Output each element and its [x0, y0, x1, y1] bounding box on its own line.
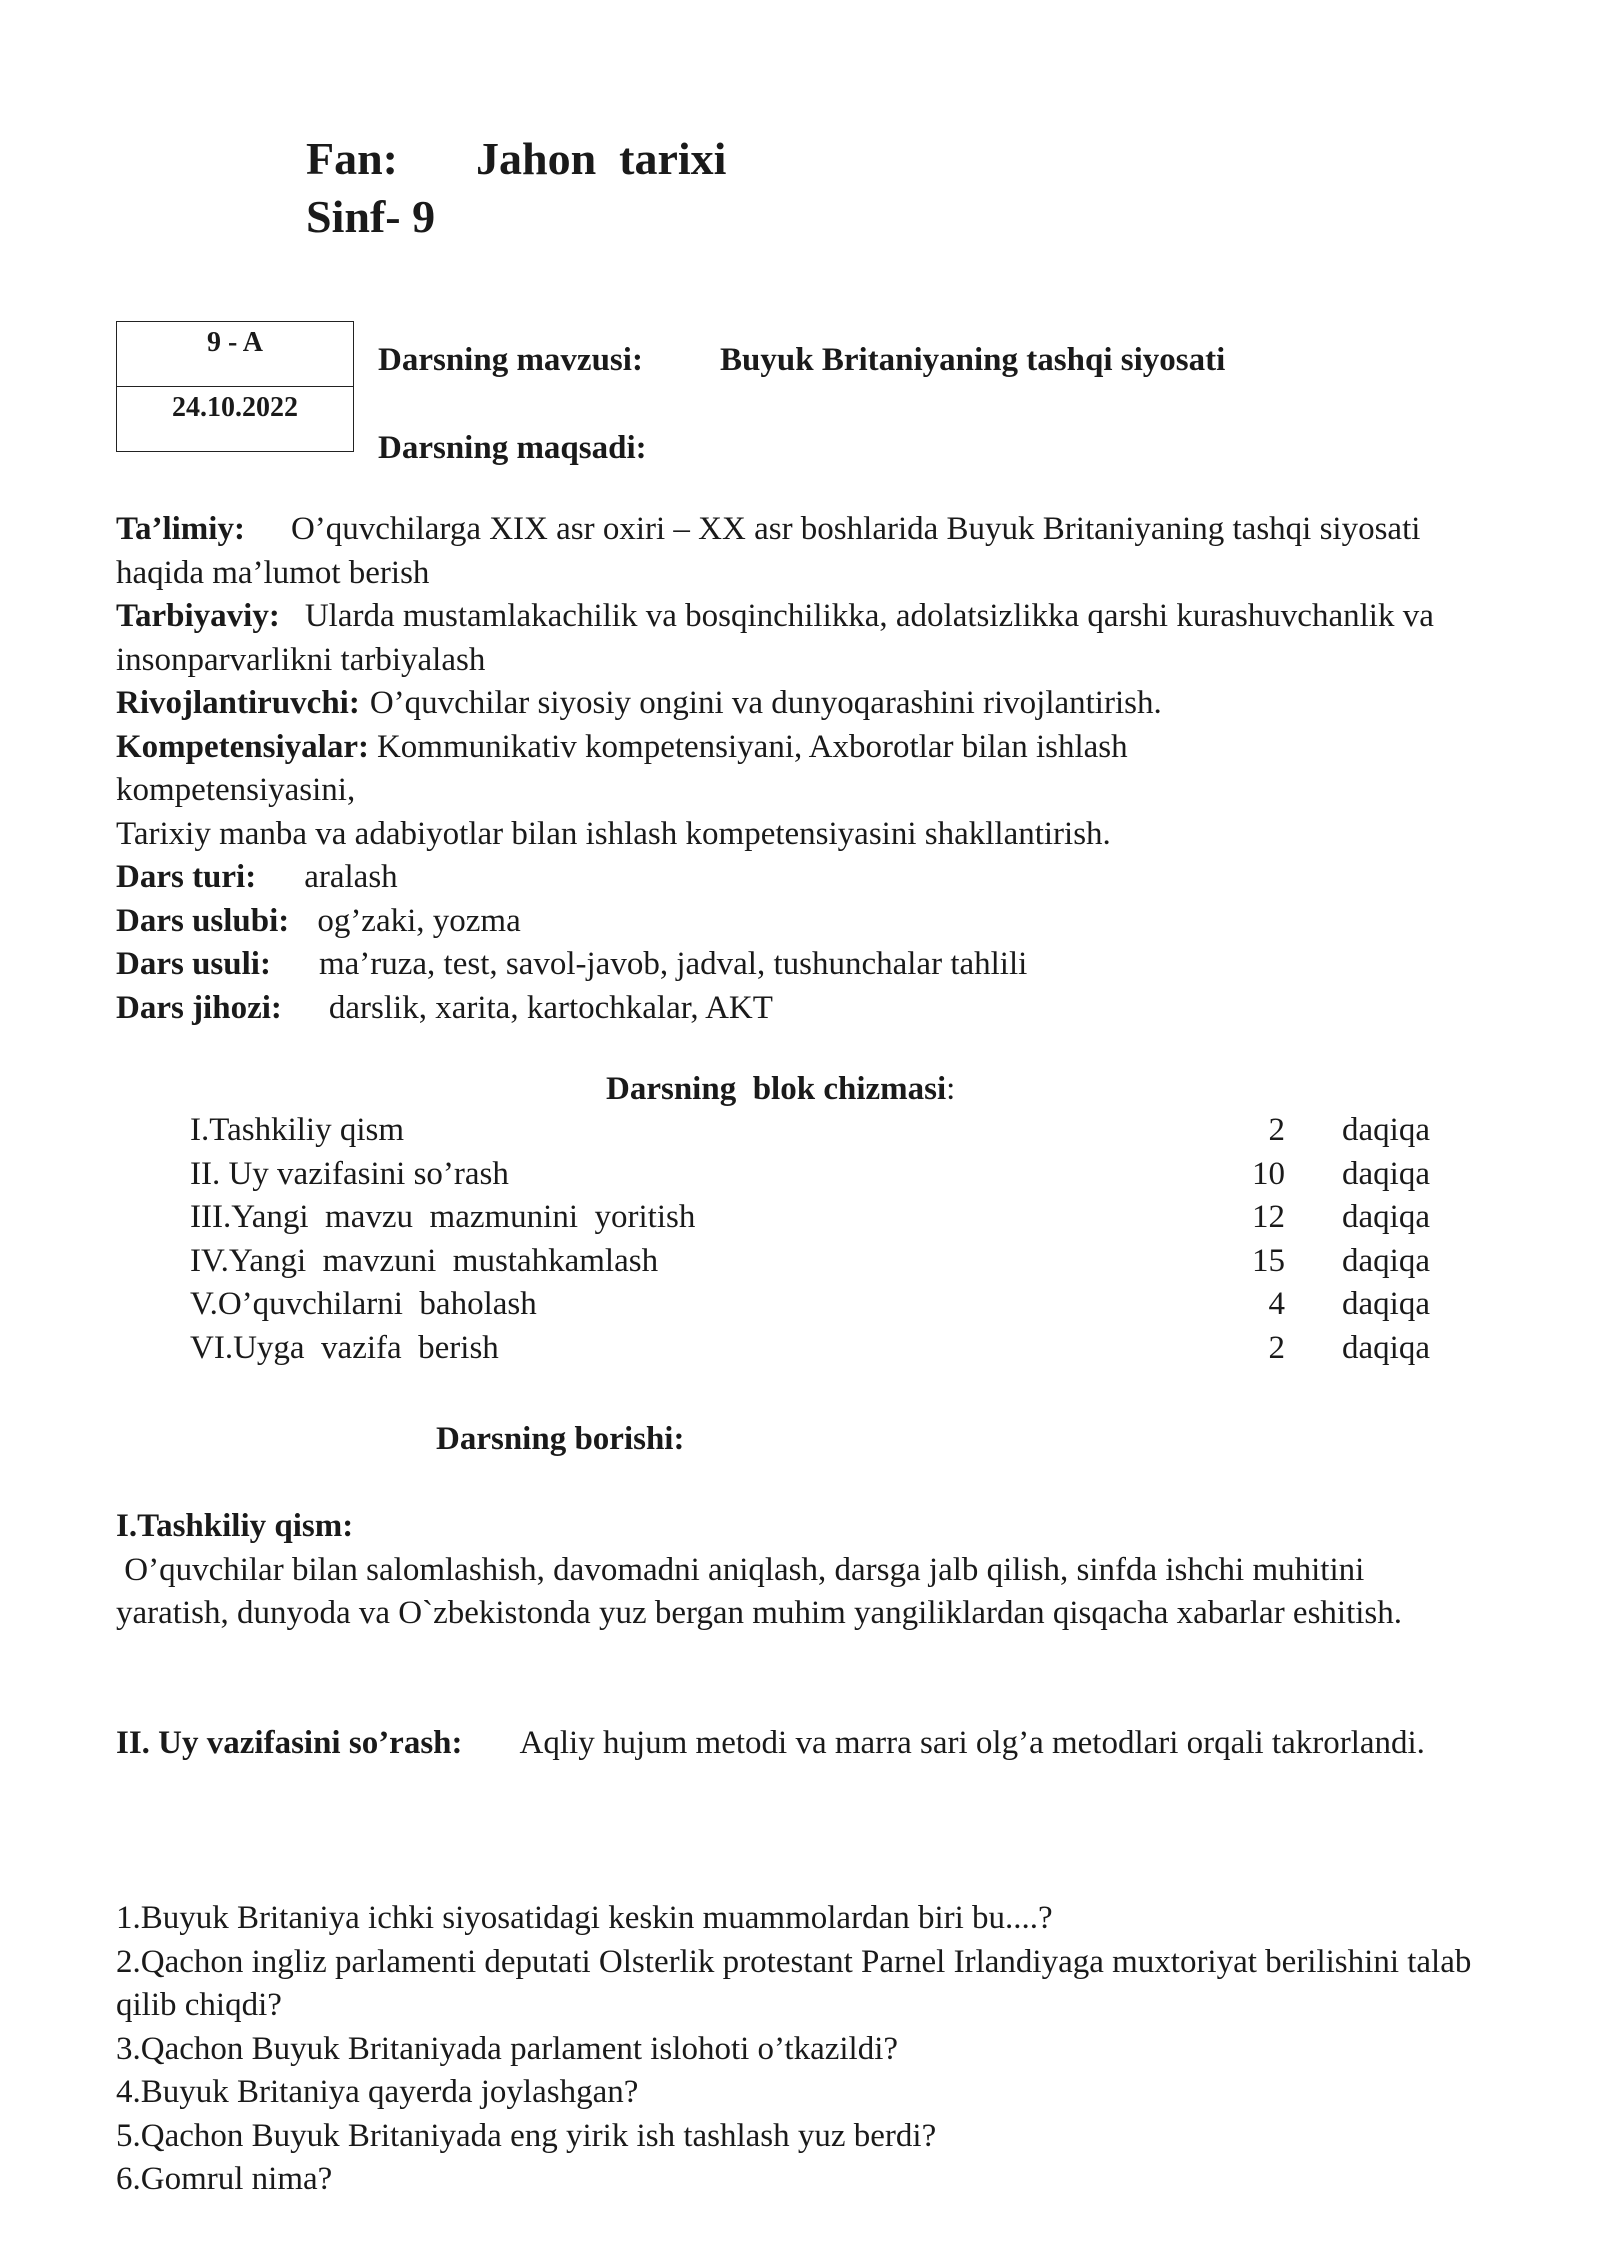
class-cell: 9 - A: [117, 322, 353, 387]
subject-value: Jahon tarixi: [476, 133, 727, 184]
plan-label: VI.Uyga vazifa berish: [190, 1329, 499, 1366]
plan-unit: daqiqa: [1342, 1112, 1430, 1148]
detail-label: Dars uslubi:: [116, 902, 290, 939]
goal-text: Ularda mustamlakachilik va bosqinchilikka, adolatsizlikka qarshi kurashuvchanlik va insonparvarlikni tarbiyalash: [116, 598, 1434, 678]
question-item: 1.Buyuk Britaniya ichki siyosatidagi keskin muammolardan biri bu....?: [116, 1900, 1053, 1936]
plan-unit: daqiqa: [1342, 1286, 1430, 1322]
section-heading: II. Uy vazifasini so’rash:: [116, 1725, 463, 1761]
plan-row: [190, 1243, 1430, 1287]
section-heading: I.Tashkiliy qism:: [116, 1508, 354, 1544]
detail-value: og’zaki, yozma: [317, 902, 521, 939]
plan-unit: daqiqa: [1342, 1155, 1430, 1192]
plan-row: [190, 1330, 1430, 1374]
progress-title: Darsning borishi:: [436, 1421, 685, 1457]
goal-label: Tarbiyaviy:: [116, 598, 280, 634]
topic-value: Buyuk Britaniyaning tashqi siyosati: [720, 342, 1226, 378]
plan-minutes: 12: [1252, 1199, 1285, 1235]
plan-label: III.Yangi mavzu mazmunini yoritish: [190, 1199, 696, 1235]
plan-minutes: 2: [1268, 1329, 1285, 1366]
plan-label: V.O’quvchilarni baholash: [190, 1286, 537, 1322]
detail-equipment: [116, 987, 1516, 1031]
competency-extra: Tarixiy manba va adabiyotlar bilan ishlash kompetensiyasini shakllantirish.: [116, 815, 1111, 852]
section-homework-body: [116, 1722, 1446, 1766]
goal-text: O’quvchilar siyosiy ongini va dunyoqarashini rivojlantirish.: [369, 685, 1162, 721]
goals-block: [116, 508, 1516, 1030]
question-list: [116, 1897, 1476, 2202]
date-cell: 24.10.2022: [172, 392, 298, 423]
detail-value: ma’ruza, test, savol-javob, jadval, tushunchalar tahlili: [318, 946, 1028, 982]
goal-educational: [116, 508, 1516, 595]
detail-label: Dars usuli:: [116, 946, 271, 982]
plan-row: [190, 1286, 1430, 1330]
goal-text: Kommunikativ kompetensiyani, Axborotlar bilan ishlash kompetensiyasini,: [116, 728, 1128, 808]
question-item: 6.Gomrul nima?: [116, 2161, 333, 2197]
plan-minutes: 4: [1268, 1286, 1285, 1322]
goal-label: Rivojlantiruvchi:: [116, 685, 360, 721]
question-item: 3.Qachon Buyuk Britaniyada parlament islohoti o’tkazildi?: [116, 2030, 899, 2067]
plan-minutes: 15: [1252, 1242, 1285, 1279]
question-item: 5.Qachon Buyuk Britaniyada eng yirik ish tashlash yuz berdi?: [116, 2117, 937, 2154]
detail-style: [116, 900, 1516, 944]
detail-value: aralash: [304, 859, 398, 895]
topic-label: Darsning mavzusi:: [378, 342, 643, 378]
block-scheme-title: [606, 1068, 955, 1112]
plan-label: I.Tashkiliy qism: [190, 1112, 405, 1148]
goal-upbringing: [116, 595, 1516, 682]
plan-row: [190, 1199, 1430, 1243]
class-date-box: [116, 321, 354, 452]
detail-label: Dars turi:: [116, 859, 257, 895]
question-item: 2.Qachon ingliz parlamenti deputati Olsterlik protestant Parnel Irlandiyaga muxtoriyat berilishini talab qilib chiqdi?: [116, 1943, 1472, 2023]
plan-row: [190, 1112, 1430, 1156]
goal-label: Darsning maqsadi:: [378, 430, 647, 466]
detail-type: [116, 856, 1516, 900]
detail-method: [116, 943, 1516, 987]
block-scheme-colon: :: [946, 1071, 956, 1107]
goal-text: O’quvchilarga XIX asr oxiri – XX asr boshlarida Buyuk Britaniyaning tashqi siyosati haqida ma’lumot berish: [116, 511, 1421, 591]
grade-label: Sinf- 9: [306, 191, 436, 242]
section-organizational: [116, 1505, 1516, 1636]
goal-developing: [116, 682, 1516, 726]
plan-minutes: 10: [1252, 1155, 1285, 1192]
subject-label: Fan:: [306, 133, 398, 184]
plan-row: [190, 1156, 1430, 1200]
detail-value: darslik, xarita, kartochkalar, AKT: [328, 989, 773, 1026]
plan-minutes: 2: [1268, 1112, 1285, 1148]
goal-label: Ta’limiy:: [116, 511, 245, 547]
plan-unit: daqiqa: [1342, 1329, 1430, 1366]
goal-competencies: [116, 726, 1306, 813]
block-scheme-title-text: Darsning blok chizmasi: [606, 1071, 947, 1107]
section-homework: [116, 1722, 1446, 1766]
plan-unit: daqiqa: [1342, 1242, 1430, 1279]
question-item: 4.Buyuk Britaniya qayerda joylashgan?: [116, 2074, 639, 2110]
plan-unit: daqiqa: [1342, 1199, 1430, 1235]
section-text: Aqliy hujum metodi va marra sari olg’a metodlari orqali takrorlandi.: [519, 1725, 1425, 1761]
goal-label: Kompetensiyalar:: [116, 728, 369, 765]
plan-label: II. Uy vazifasini so’rash: [190, 1155, 509, 1192]
section-text: O’quvchilar bilan salomlashish, davomadni aniqlash, darsga jalb qilish, sinfda ishchi muhitini yaratish, dunyoda va O`zbekistonda yuz bergan muhim yangiliklardan qisqacha xabarlar eshitish.: [116, 1551, 1403, 1631]
plan-label: IV.Yangi mavzuni mustahkamlash: [190, 1242, 659, 1279]
detail-label: Dars jihozi:: [116, 989, 282, 1026]
